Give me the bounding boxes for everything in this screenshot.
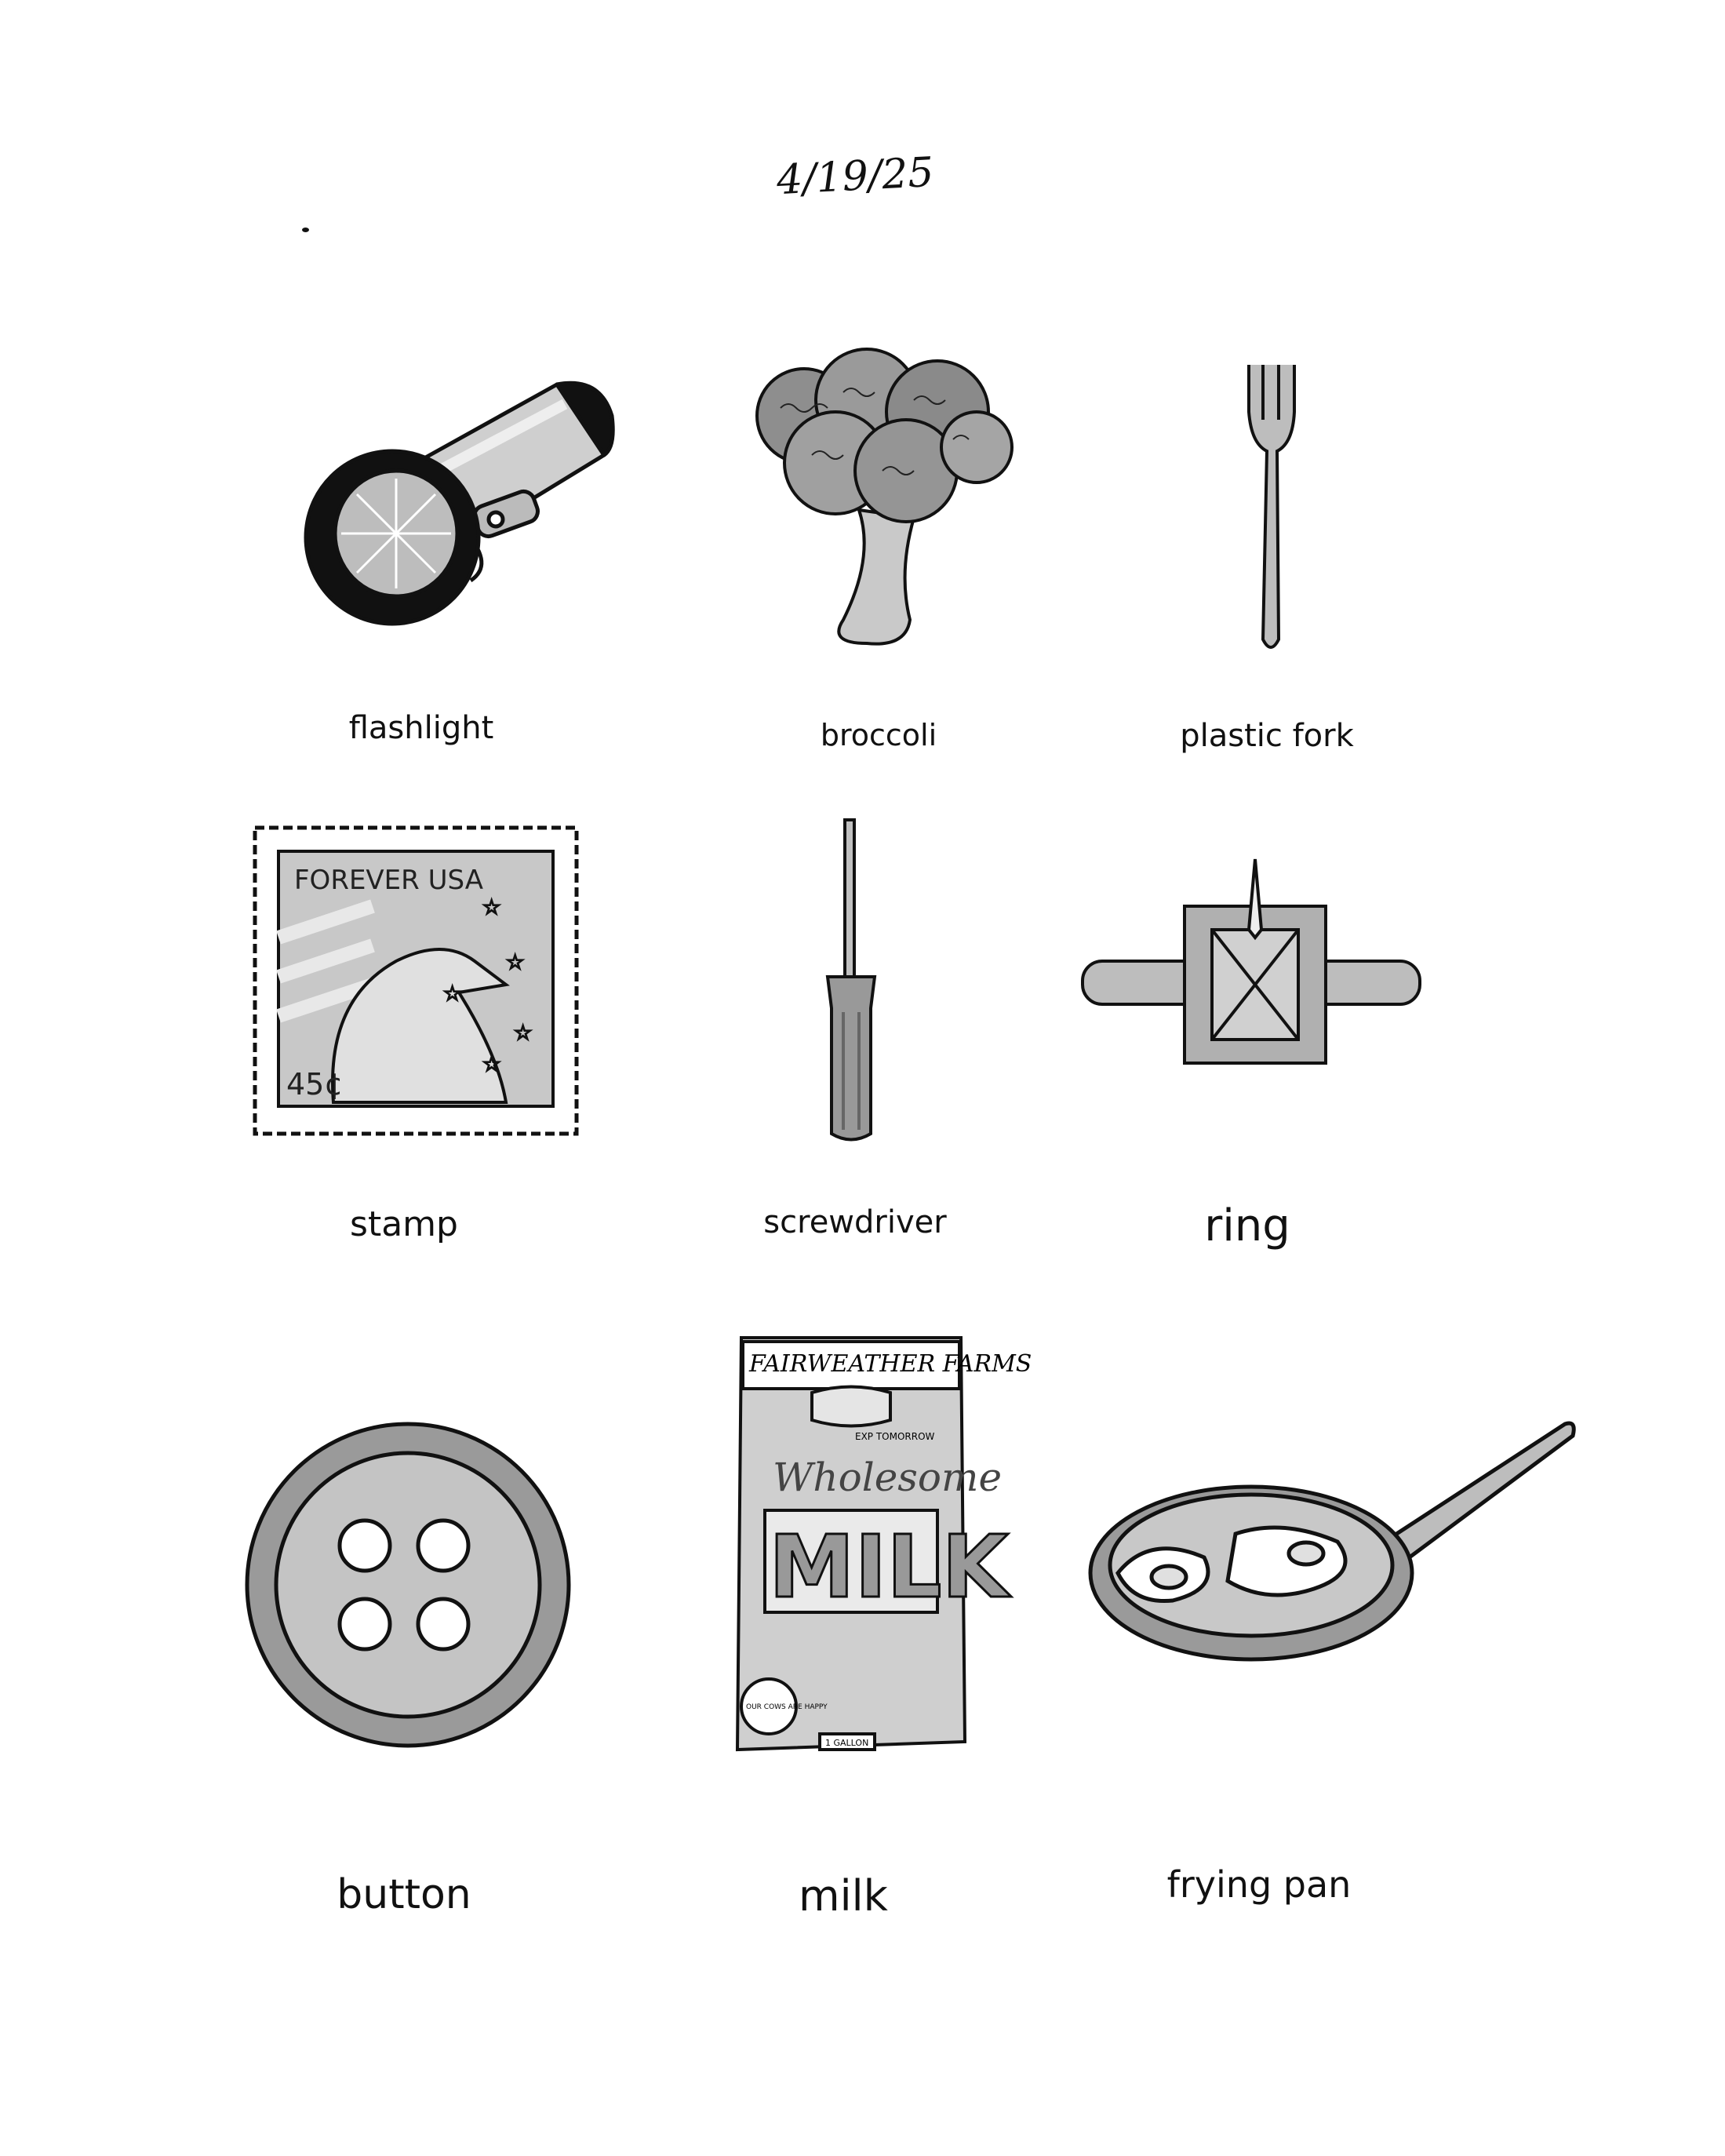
milk-script-text: Wholesome [773,1455,1003,1500]
milk-carton-icon [733,1334,1032,1757]
ink-speck [302,228,309,232]
item-label-ring: ring [1204,1200,1290,1251]
stamp-top-text: FOREVER USA [294,865,483,896]
item-label-flashlight: flashlight [348,710,494,746]
ring-icon [1075,851,1428,1079]
milk-product-text: MILK [769,1517,1009,1617]
item-label-stamp: stamp [350,1204,458,1244]
handwritten-date: 4/19/25 [775,148,935,205]
milk-badge-text: OUR COWS ARE HAPPY [746,1703,828,1711]
item-label-broccoli: broccoli [820,718,937,752]
item-label-frying-pan: frying pan [1166,1863,1352,1906]
svg-text:☆: ☆ [482,896,501,920]
svg-text:☆: ☆ [514,1022,533,1045]
milk-exp-text: EXP TOMORROW [855,1431,935,1442]
flashlight-icon [298,369,628,636]
broccoli-icon [749,353,1032,651]
item-label-milk: milk [799,1871,888,1921]
svg-text:☆: ☆ [482,1053,501,1076]
svg-text:☆: ☆ [506,951,525,974]
button-icon [239,1416,577,1754]
svg-text:☆: ☆ [443,982,462,1006]
item-label-plastic-fork: plastic fork [1180,718,1354,754]
screwdriver-icon [808,816,894,1145]
item-label-button: button [337,1871,471,1918]
milk-size-text: 1 GALLON [825,1738,869,1748]
fork-icon [1239,357,1302,655]
frying-pan-icon [1086,1408,1581,1691]
milk-brand-text: FAIRWEATHER FARMS [749,1350,1032,1378]
item-label-screwdriver: screwdriver [763,1204,947,1240]
stamp-value-text: 45¢ [286,1067,344,1102]
stamp-icon [247,820,584,1142]
